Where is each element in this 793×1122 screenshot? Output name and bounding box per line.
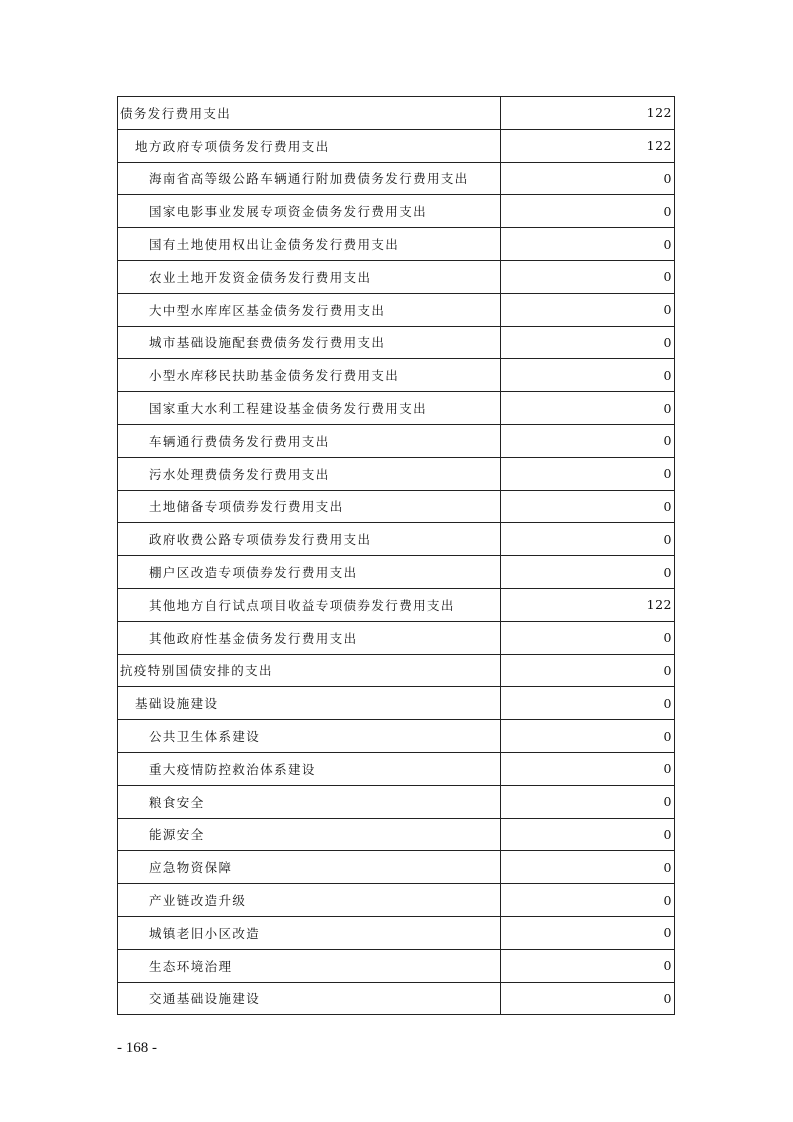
row-value: 122 bbox=[501, 129, 675, 162]
row-value: 0 bbox=[501, 392, 675, 425]
row-value: 0 bbox=[501, 851, 675, 884]
table-row bbox=[118, 359, 675, 392]
row-label: 产业链改造升级 bbox=[118, 884, 501, 917]
row-label: 能源安全 bbox=[118, 818, 501, 851]
expenditure-table bbox=[117, 96, 675, 1015]
row-value: 0 bbox=[501, 162, 675, 195]
row-label: 棚户区改造专项债券发行费用支出 bbox=[118, 556, 501, 589]
row-value: 0 bbox=[501, 884, 675, 917]
row-value: 0 bbox=[501, 424, 675, 457]
row-label: 城市基础设施配套费债务发行费用支出 bbox=[118, 326, 501, 359]
row-value: 0 bbox=[501, 621, 675, 654]
row-label: 海南省高等级公路车辆通行附加费债务发行费用支出 bbox=[118, 162, 501, 195]
row-label: 生态环境治理 bbox=[118, 949, 501, 982]
row-value: 0 bbox=[501, 982, 675, 1015]
table-row bbox=[118, 687, 675, 720]
table-row bbox=[118, 818, 675, 851]
table-row bbox=[118, 949, 675, 982]
table-row bbox=[118, 720, 675, 753]
row-label: 其他地方自行试点项目收益专项债券发行费用支出 bbox=[118, 588, 501, 621]
row-label: 土地储备专项债券发行费用支出 bbox=[118, 490, 501, 523]
table-row bbox=[118, 621, 675, 654]
row-label: 农业土地开发资金债务发行费用支出 bbox=[118, 260, 501, 293]
row-label: 国家重大水利工程建设基金债务发行费用支出 bbox=[118, 392, 501, 425]
table-row bbox=[118, 752, 675, 785]
row-label: 交通基础设施建设 bbox=[118, 982, 501, 1015]
row-value: 0 bbox=[501, 654, 675, 687]
table-row bbox=[118, 293, 675, 326]
row-value: 0 bbox=[501, 490, 675, 523]
row-label: 重大疫情防控救治体系建设 bbox=[118, 752, 501, 785]
row-label: 国有土地使用权出让金债务发行费用支出 bbox=[118, 228, 501, 261]
row-value: 0 bbox=[501, 818, 675, 851]
row-label: 车辆通行费债务发行费用支出 bbox=[118, 424, 501, 457]
table-row bbox=[118, 785, 675, 818]
row-label: 地方政府专项债务发行费用支出 bbox=[118, 129, 501, 162]
row-label: 城镇老旧小区改造 bbox=[118, 916, 501, 949]
table-row bbox=[118, 260, 675, 293]
row-label: 其他政府性基金债务发行费用支出 bbox=[118, 621, 501, 654]
table-row bbox=[118, 884, 675, 917]
row-value: 0 bbox=[501, 916, 675, 949]
row-label: 债务发行费用支出 bbox=[118, 97, 501, 130]
page-number: - 168 - bbox=[117, 1040, 157, 1056]
table-row bbox=[118, 556, 675, 589]
row-label: 大中型水库库区基金债务发行费用支出 bbox=[118, 293, 501, 326]
row-value: 0 bbox=[501, 326, 675, 359]
table-row bbox=[118, 851, 675, 884]
row-value: 0 bbox=[501, 195, 675, 228]
row-label: 粮食安全 bbox=[118, 785, 501, 818]
table-row bbox=[118, 916, 675, 949]
table-row bbox=[118, 490, 675, 523]
row-value: 122 bbox=[501, 588, 675, 621]
table-row bbox=[118, 457, 675, 490]
table-row bbox=[118, 654, 675, 687]
row-value: 0 bbox=[501, 523, 675, 556]
row-label: 国家电影事业发展专项资金债务发行费用支出 bbox=[118, 195, 501, 228]
row-value: 0 bbox=[501, 949, 675, 982]
table-row bbox=[118, 129, 675, 162]
row-value: 0 bbox=[501, 752, 675, 785]
row-value: 0 bbox=[501, 359, 675, 392]
row-label: 应急物资保障 bbox=[118, 851, 501, 884]
row-value: 0 bbox=[501, 556, 675, 589]
table-row bbox=[118, 326, 675, 359]
row-label: 小型水库移民扶助基金债务发行费用支出 bbox=[118, 359, 501, 392]
row-label: 基础设施建设 bbox=[118, 687, 501, 720]
table-body bbox=[118, 97, 675, 1015]
table-row bbox=[118, 195, 675, 228]
row-value: 0 bbox=[501, 720, 675, 753]
row-value: 0 bbox=[501, 260, 675, 293]
row-label: 公共卫生体系建设 bbox=[118, 720, 501, 753]
row-value: 0 bbox=[501, 785, 675, 818]
row-label: 污水处理费债务发行费用支出 bbox=[118, 457, 501, 490]
row-label: 抗疫特别国债安排的支出 bbox=[118, 654, 501, 687]
row-value: 0 bbox=[501, 228, 675, 261]
row-value: 0 bbox=[501, 293, 675, 326]
row-label: 政府收费公路专项债券发行费用支出 bbox=[118, 523, 501, 556]
row-value: 0 bbox=[501, 687, 675, 720]
table-row bbox=[118, 523, 675, 556]
row-value: 122 bbox=[501, 97, 675, 130]
table-row bbox=[118, 982, 675, 1015]
table-row bbox=[118, 588, 675, 621]
table-row bbox=[118, 162, 675, 195]
table-row bbox=[118, 228, 675, 261]
table-row bbox=[118, 424, 675, 457]
table-row bbox=[118, 97, 675, 130]
table-row bbox=[118, 392, 675, 425]
row-value: 0 bbox=[501, 457, 675, 490]
